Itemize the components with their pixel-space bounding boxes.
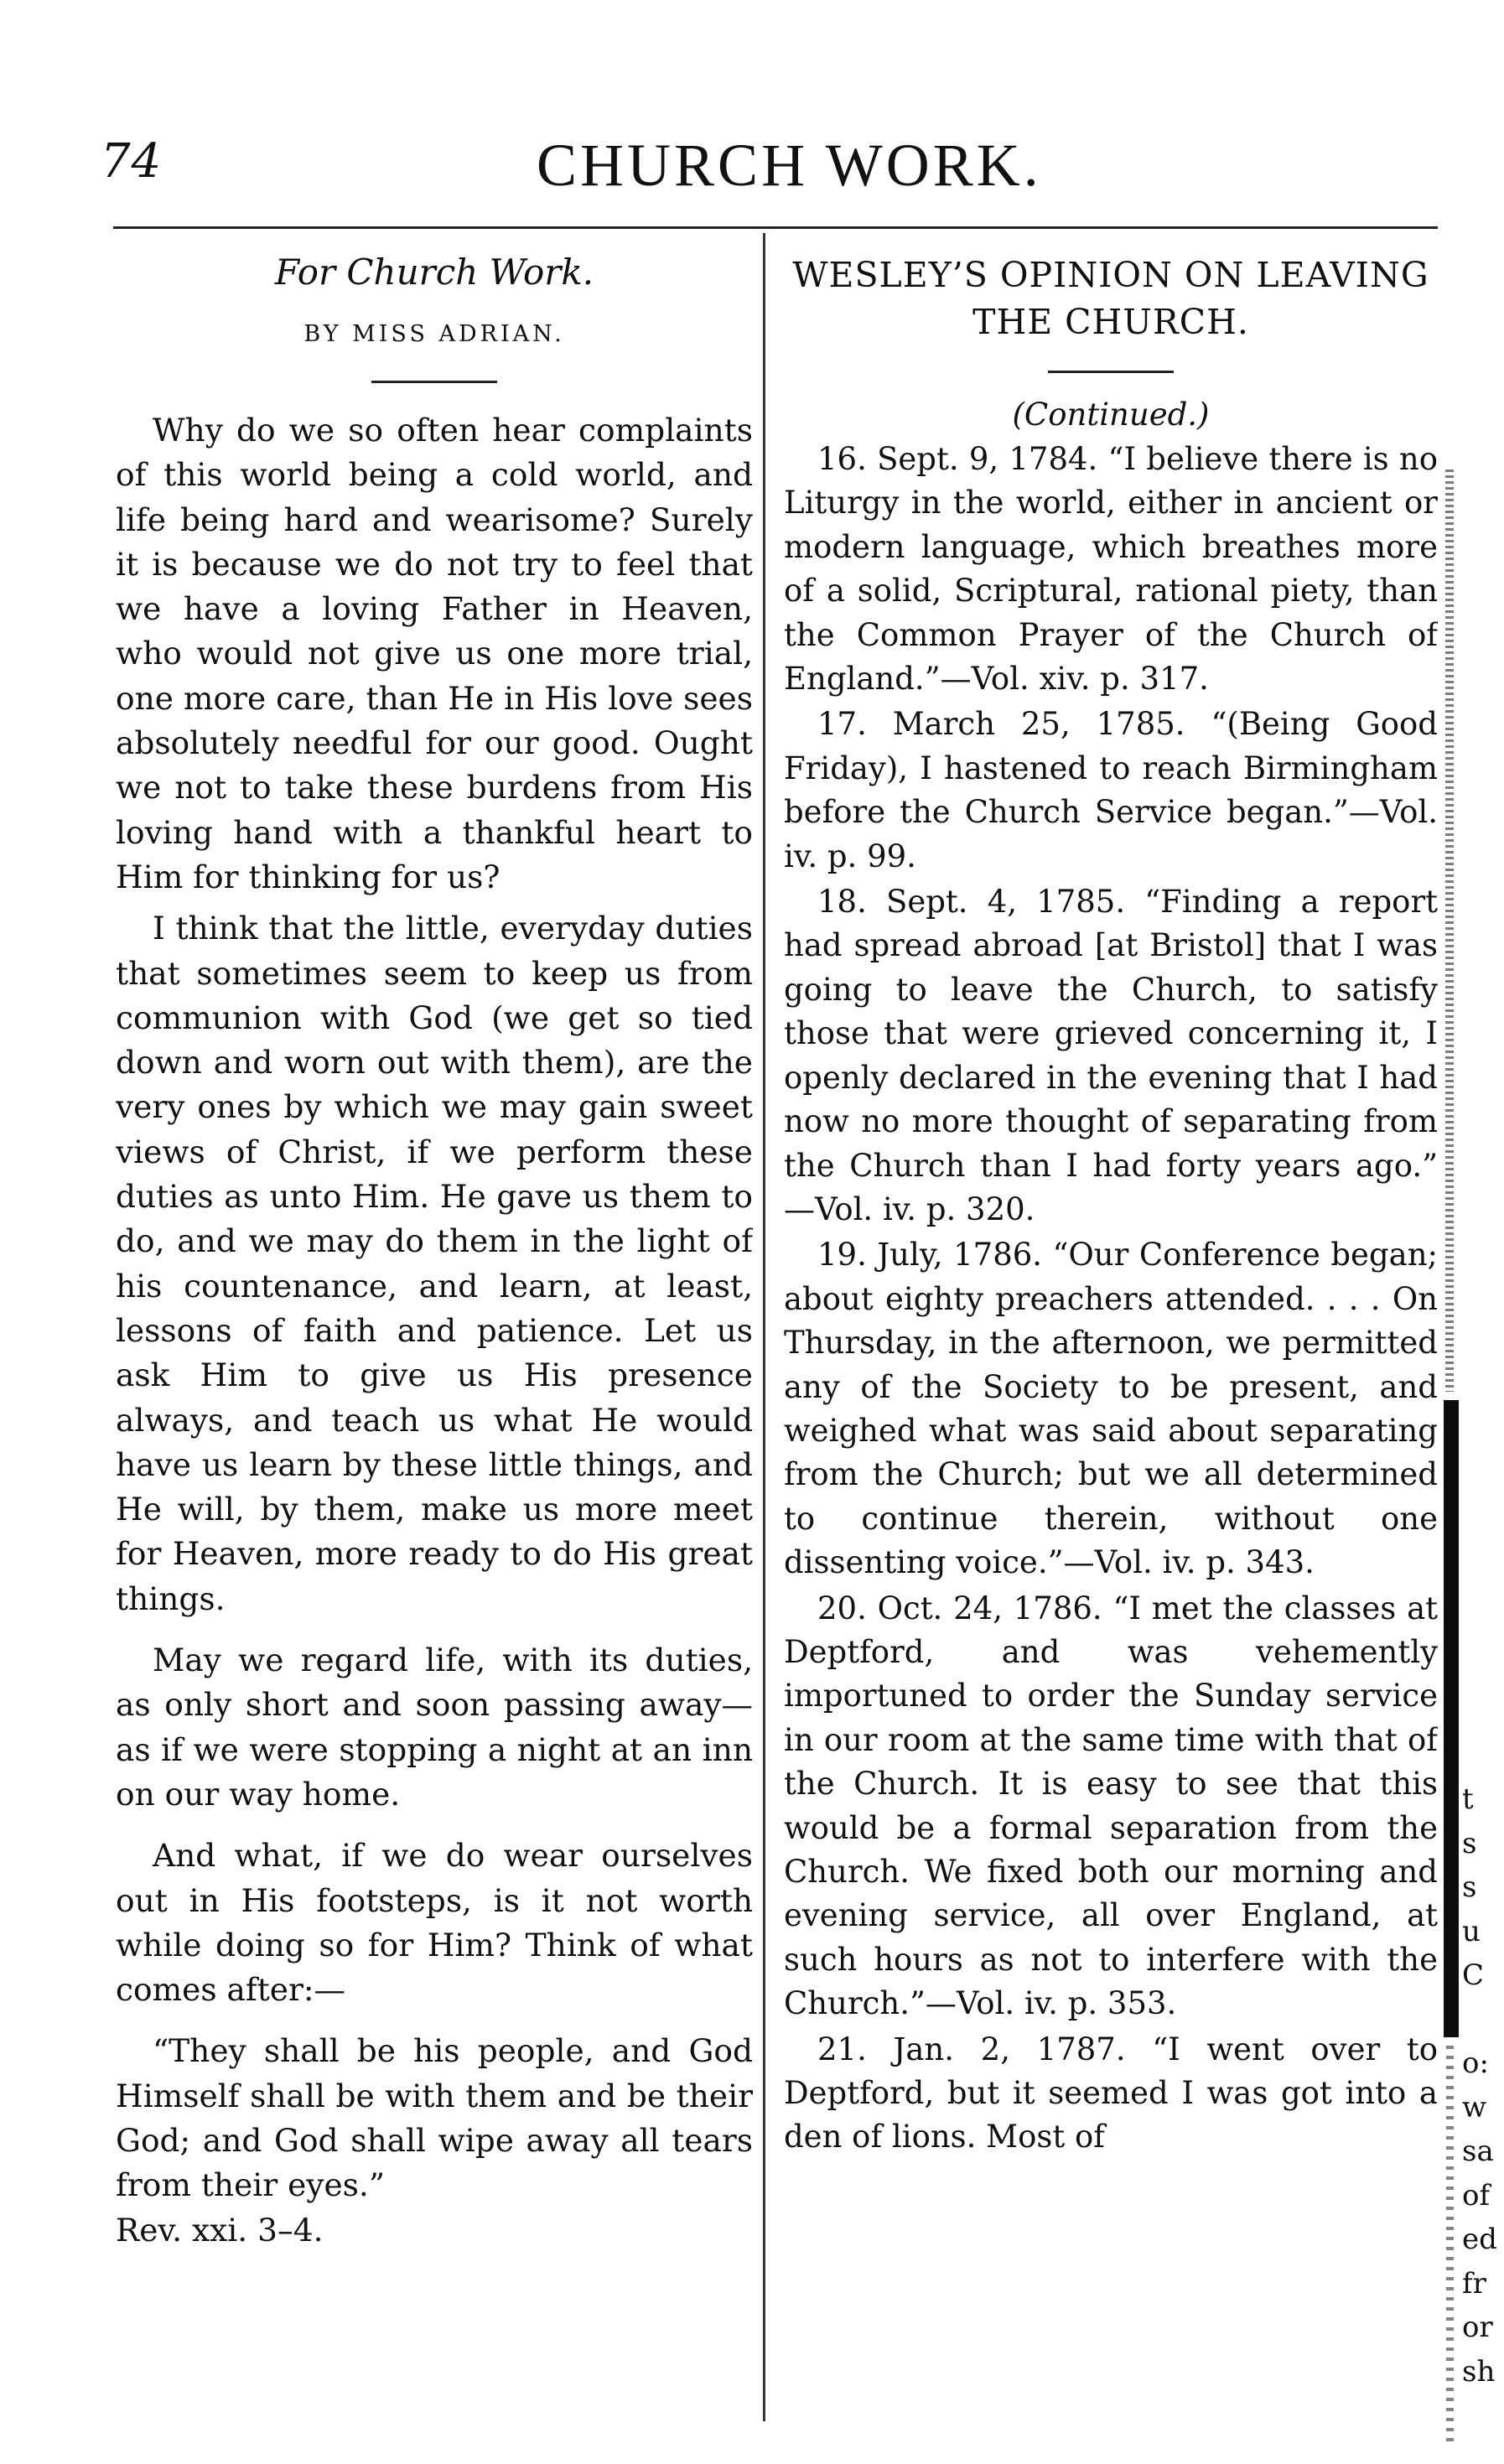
- fragment: s: [1462, 1870, 1477, 1904]
- journal-entry: 17. March 25, 1785. “(Being Good Friday), I hastened to reach Birmingham before the Church Service began.”—Vol. iv. p. 99.: [784, 706, 1438, 874]
- scan-edge-artifact: [1444, 469, 1459, 2448]
- fragment: ed: [1462, 2223, 1497, 2256]
- journal-entry: 20. Oct. 24, 1786. “I met the classes at Deptford, and was vehemently importuned to order the Sunday service in our room at the same time with that of the Church. It is easy to see that this would be a formal separation from the Church. We fixed both our morning and evening service, all over England, at such hours as not to interfere with the Church.”—Vol. iv. p. 353.: [784, 1590, 1438, 2022]
- body-paragraph: May we regard life, with its duties, as only short and soon passing away—as if we were stopping a night at an inn on our way home.: [116, 1642, 753, 1813]
- fragment: o:: [1462, 2046, 1489, 2080]
- scan-speckle: [1446, 2046, 1454, 2448]
- byline: BY MISS ADRIAN.: [303, 321, 565, 347]
- body-paragraph: I think that the little, everyday duties that sometimes seem to keep us from communion with God (we get so tied down and worn out with them), are the very ones by which we may gain sweet views of Christ, if we perform these duties as unto Him. He gave us them to do, and we may do them in the light of his countenance, and learn, at least, lessons of faith and patience. Let us ask Him to give us His presence always, and teach us what He would have us learn by these little things, and He will, by them, make us more meet for Heaven, more ready to do His great things.: [116, 910, 753, 1617]
- running-title: CHURCH WORK.: [537, 132, 1042, 199]
- fragment: t: [1462, 1782, 1474, 1816]
- fragment: C: [1462, 1958, 1485, 1992]
- section-rule: [1048, 371, 1174, 373]
- fragment: s: [1462, 1826, 1477, 1860]
- section-rule: [371, 381, 497, 383]
- right-column: [784, 252, 1438, 2431]
- body-paragraph: And what, if we do wear ourselves out in His footsteps, is it not worth while doing so for Him? Think of what comes after:—: [116, 1837, 753, 2009]
- scan-dark-bar: [1444, 1400, 1459, 2037]
- fragment: u: [1462, 1914, 1481, 1948]
- journal-entry: 21. Jan. 2, 1787. “I went over to Deptford, but it seemed I was got into a den of lions. Most of: [784, 2031, 1438, 2155]
- page-header: [101, 126, 1484, 218]
- continued-label: (Continued.): [1012, 397, 1210, 433]
- left-column: [116, 252, 753, 2431]
- journal-entry: 16. Sept. 9, 1784. “I believe there is no Liturgy in the world, either in ancient or modern language, which breathes more of a solid, Scriptural, rational piety, than the Common Prayer of the Church of England.”—Vol. xiv. p. 317.: [784, 441, 1438, 698]
- fragment: fr: [1462, 2266, 1486, 2301]
- fragment: of: [1462, 2178, 1491, 2212]
- scan-speckle: [1445, 469, 1454, 1392]
- journal-entry: 19. July, 1786. “Our Conference began; about eighty preachers attended. . . . On Thursday, in the afternoon, we permitted any of the Society to be present, and weighed what was said about separating from the Church; but we all determined to continue therein, without one dissenting voice.”—Vol. iv. p. 343.: [784, 1237, 1438, 1581]
- fragment: sa: [1462, 2135, 1494, 2168]
- scripture-citation: Rev. xxi. 3–4.: [116, 2211, 324, 2249]
- fragment: [1462, 1998, 1504, 2042]
- fragment: or: [1462, 2311, 1493, 2344]
- body-paragraph: Why do we so often hear complaints of this world being a cold world, and life being hard and wearisome? Surely it is because we do not try to feel that we have a loving Father in Heaven, who would not give us one more trial, one more care, than He in His love sees absolutely needful for our good. Ought we not to take these burdens from His loving hand with a thankful heart to Him for thinking for us?: [116, 412, 753, 895]
- article-kicker: For Church Work.: [274, 252, 594, 293]
- journal-entry: 18. Sept. 4, 1785. “Finding a report had spread abroad [at Bristol] that I was going to leave the Church, to satisfy those that were grieved concerning it, I openly declared in the evening that I had now no more thought of separating from the Church than I had forty years ago.” —Vol. iv. p. 320.: [784, 884, 1438, 1227]
- scripture-quote: “They shall be his people, and God Himself shall be with them and be their God; and God shall wipe away all tears from their eyes.”: [116, 2032, 753, 2204]
- page-number: 74: [101, 134, 163, 189]
- header-rule: [113, 226, 1438, 229]
- column-divider: [763, 233, 765, 2421]
- bleed-through-fragments: [1462, 1777, 1504, 2448]
- fragment: w: [1462, 2090, 1487, 2124]
- article-title: WESLEY’S OPINION ON LEAVING THE CHURCH.: [792, 255, 1429, 342]
- fragment: sh: [1462, 2354, 1496, 2389]
